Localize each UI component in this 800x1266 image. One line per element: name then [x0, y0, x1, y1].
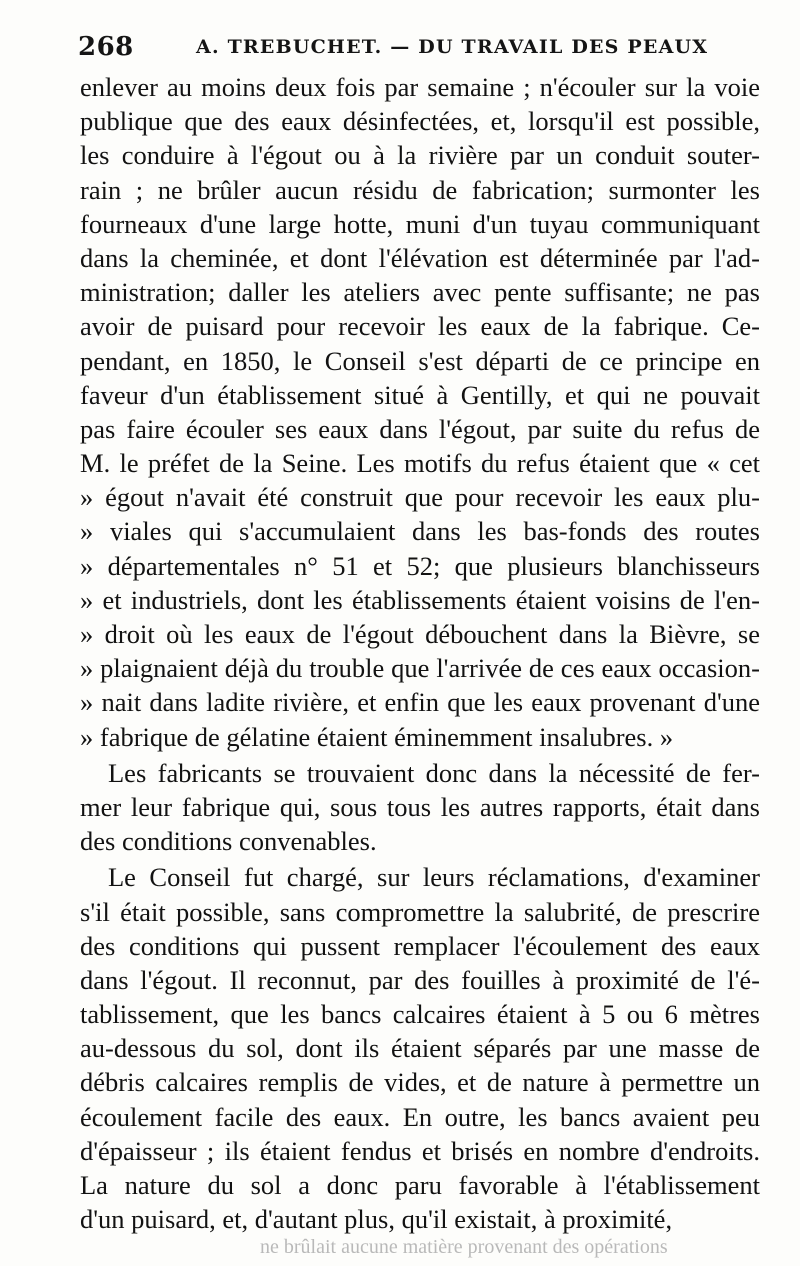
- text-line: tablissement, que les bancs calcaires étaient à 5 ou 6 mètres: [80, 999, 760, 1030]
- text-line: » plaignaient déjà du trouble que l'arrivée de ces eaux occasion-: [80, 653, 760, 684]
- text-line: » fabrique de gélatine étaient éminemment insalubres. »: [80, 721, 674, 752]
- text-line: s'il était possible, sans compromettre la salubrité, de prescrire: [80, 896, 760, 927]
- text-line: » droit où les eaux de l'égout débouchent dans la Bièvre, se: [80, 619, 760, 649]
- text-line: au-dessous du sol, dont ils étaient séparés par une masse de: [80, 1033, 760, 1064]
- text-line: mer leur fabrique qui, sous tous les autres rapports, était dans: [80, 791, 760, 822]
- page-header: [78, 30, 709, 64]
- text-line: publique que des eaux désinfectées, et, lorsqu'il est possible,: [80, 106, 760, 137]
- text-line: ministration; daller les ateliers avec pente suffisante; ne pas: [80, 277, 760, 308]
- text-line: » viales qui s'accumulaient dans les bas-fonds des routes: [80, 516, 760, 547]
- text-line: faveur d'un établissement situé à Gentilly, et qui ne pouvait: [80, 379, 760, 410]
- text-line: débris calcaires remplis de vides, et de nature à permettre un: [80, 1067, 760, 1098]
- text-line: rain ; ne brûler aucun résidu de fabrication; surmonter les: [80, 174, 760, 205]
- page-number: 268: [78, 32, 134, 62]
- text-line: enlever au moins deux fois par semaine ; n'écouler sur la voie: [80, 72, 760, 102]
- text-line: pas faire écouler ses eaux dans l'égout, par suite du refus de: [80, 413, 760, 444]
- text-line: des conditions qui pussent remplacer l'écoulement des eaux: [80, 930, 760, 961]
- paragraph: [80, 756, 760, 859]
- text-line: » nait dans ladite rivière, et enfin que les eaux provenant d'une: [80, 687, 760, 718]
- text-line: dans la cheminée, et dont l'élévation est déterminée par l'ad-: [80, 242, 760, 273]
- text-line: pendant, en 1850, le Conseil s'est départi de ce principe en: [80, 345, 760, 376]
- paragraph: [80, 70, 760, 754]
- text-line: les conduire à l'égout ou à la rivière par un conduit souter-: [80, 140, 760, 171]
- text-line: écoulement facile des eaux. En outre, les bancs avaient peu: [80, 1101, 760, 1132]
- text-line: des conditions convenables.: [80, 826, 377, 857]
- bleed-through-text: ne brûlait aucune matière provenant des opérations: [260, 1236, 668, 1258]
- text-line: » égout n'avait été construit que pour recevoir les eaux plu-: [80, 482, 760, 513]
- text-line: d'épaisseur ; ils étaient fendus et brisés en nombre d'endroits.: [80, 1135, 760, 1166]
- text-line: La nature du sol a donc paru favorable à l'établissement: [80, 1170, 760, 1200]
- text-line: avoir de puisard pour recevoir les eaux de la fabrique. Ce-: [80, 311, 760, 342]
- running-head: A. TREBUCHET. — DU TRAVAIL DES PEAUX: [196, 36, 709, 58]
- text-line: dans l'égout. Il reconnut, par des fouilles à proximité de l'é-: [80, 964, 760, 995]
- text-line: Le Conseil fut chargé, sur leurs réclamations, d'examiner: [108, 862, 760, 893]
- text-line: d'un puisard, et, d'autant plus, qu'il existait, à proximité,: [80, 1204, 673, 1235]
- text-line: » départementales n° 51 et 52; que plusieurs blanchisseurs: [80, 550, 760, 581]
- text-line: Les fabricants se trouvaient donc dans la nécessité de fer-: [108, 757, 760, 788]
- body-text: [80, 70, 760, 1236]
- text-line: M. le préfet de la Seine. Les motifs du refus étaient que « cet: [80, 448, 760, 479]
- text-line: fourneaux d'une large hotte, muni d'un tuyau communiquant: [80, 208, 760, 239]
- paragraph: [80, 860, 760, 1236]
- text-line: » et industriels, dont les établissements étaient voisins de l'en-: [80, 584, 760, 615]
